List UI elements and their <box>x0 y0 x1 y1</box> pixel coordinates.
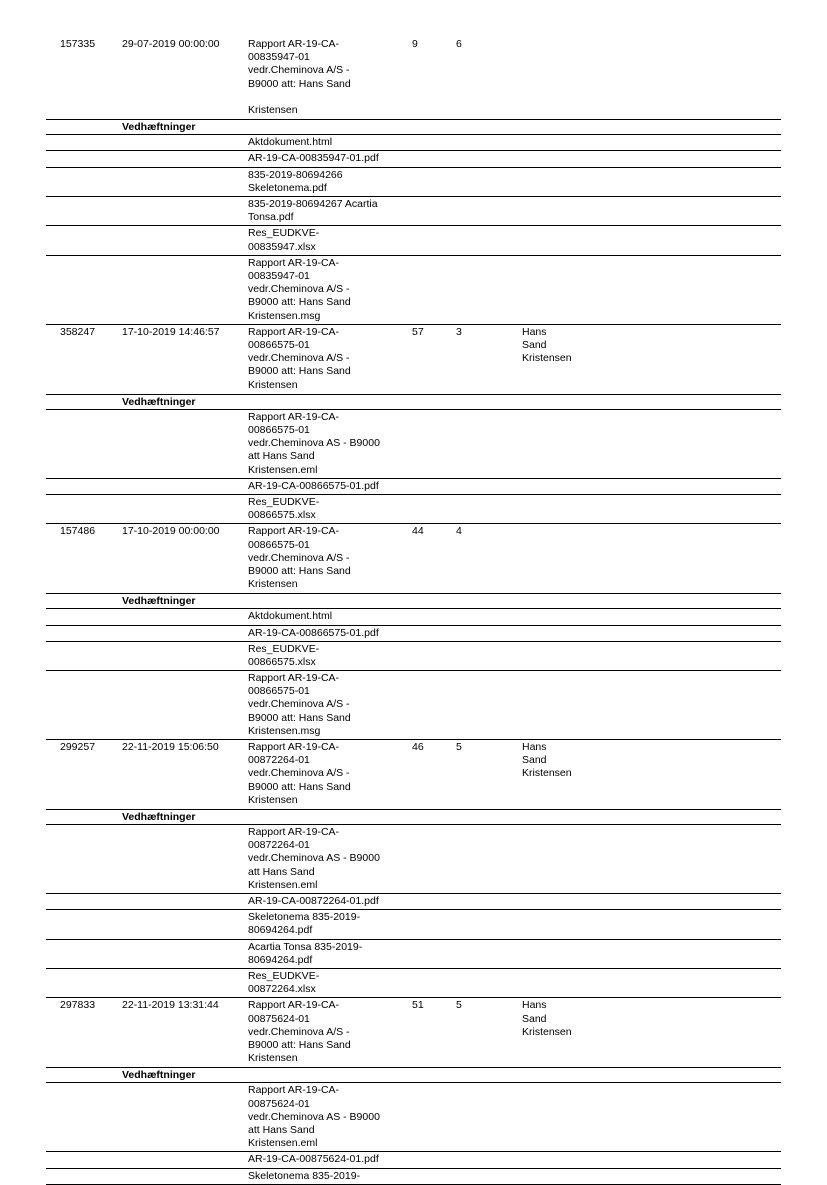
attachment-row <box>46 626 781 642</box>
attachment-row <box>46 1152 781 1168</box>
record-count-1: 9 <box>412 38 418 50</box>
record-count-1: 51 <box>412 999 424 1012</box>
attachment-filename: Acartia Tonsa 835-2019- 80694264.pdf <box>248 940 363 966</box>
record-title: Rapport AR-19-CA- 00875624-01 vedr.Cheminova A/S - B9000 att: Hans Sand Kristensen <box>248 999 351 1065</box>
attachment-filename: 835-2019-80694266 Skeletonema.pdf <box>248 168 343 194</box>
attachment-filename: Res_EUDKVE- 00866575.xlsx <box>248 495 320 522</box>
record-count-1: 57 <box>412 325 424 338</box>
record-main-row <box>0 998 827 1067</box>
record <box>0 998 827 1184</box>
attachment-row <box>46 135 781 151</box>
record-main-row <box>0 37 827 119</box>
record <box>0 37 827 325</box>
record-main-row <box>0 524 827 593</box>
record-count-1: 46 <box>412 741 424 754</box>
attachment-row <box>46 910 781 939</box>
attachment-row <box>46 940 781 969</box>
attachment-row <box>46 671 781 740</box>
attachments-label: Vedhæftninger <box>122 395 196 408</box>
attachment-filename: Res_EUDKVE- 00835947.xlsx <box>248 227 320 253</box>
attachment-filename: Rapport AR-19-CA- 00872264-01 vedr.Cheminova AS - B9000 att Hans Sand Kristensen.eml <box>248 826 380 891</box>
attachment-row <box>46 894 781 910</box>
record-title: Rapport AR-19-CA- 00835947-01 vedr.Cheminova A/S - B9000 att: Hans Sand Kristensen <box>248 38 351 117</box>
attachments-header <box>46 1067 781 1083</box>
record-id: 358247 <box>60 325 96 338</box>
attachment-filename: AR-19-CA-00872264-01.pdf <box>248 895 379 908</box>
record-count-2: 5 <box>456 999 462 1012</box>
record-date: 29-07-2019 00:00:00 <box>122 38 220 50</box>
attachment-filename: Aktdokument.html <box>248 610 333 623</box>
record-id: 157335 <box>60 38 96 50</box>
attachment-row <box>46 168 781 197</box>
attachments-label: Vedhæftninger <box>122 1069 196 1082</box>
attachment-row <box>46 226 781 255</box>
attachment-filename: AR-19-CA-00835947-01.pdf <box>248 152 379 165</box>
attachments-label: Vedhæftninger <box>122 811 196 824</box>
attachment-row <box>46 410 781 479</box>
attachment-filename: AR-19-CA-00866575-01.pdf <box>248 626 379 639</box>
attachments-label: Vedhæftninger <box>122 595 196 608</box>
attachment-filename: Rapport AR-19-CA- 00866575-01 vedr.Cheminova AS - B9000 att Hans Sand Kristensen.eml <box>248 410 380 476</box>
attachment-row <box>46 825 781 894</box>
record-count-2: 3 <box>456 325 462 338</box>
record-person: Hans Sand Kristensen <box>522 325 572 365</box>
attachment-row <box>46 479 781 495</box>
attachment-filename: Res_EUDKVE- 00866575.xlsx <box>248 642 320 668</box>
record-date: 17-10-2019 14:46:57 <box>122 325 220 338</box>
attachment-filename: Aktdokument.html <box>248 136 333 149</box>
record-person: Hans Sand Kristensen <box>522 999 572 1038</box>
attachment-filename: Rapport AR-19-CA- 00875624-01 vedr.Cheminova AS - B9000 att Hans Sand Kristensen.eml <box>248 1084 380 1150</box>
attachment-row <box>46 642 781 671</box>
attachment-row <box>46 609 781 625</box>
attachment-row <box>46 197 781 226</box>
attachment-filename: Rapport AR-19-CA- 00835947-01 vedr.Cheminova A/S - B9000 att: Hans Sand Kristensen.msg <box>248 256 351 322</box>
attachments-label: Vedhæftninger <box>122 121 196 134</box>
record-count-2: 4 <box>456 525 462 538</box>
attachment-filename: 835-2019-80694267 Acartia Tonsa.pdf <box>248 197 378 224</box>
attachment-filename: Rapport AR-19-CA- 00866575-01 vedr.Cheminova A/S - B9000 att: Hans Sand Kristensen.msg <box>248 672 351 737</box>
attachment-row <box>46 495 781 524</box>
record-title: Rapport AR-19-CA- 00872264-01 vedr.Cheminova A/S - B9000 att: Hans Sand Kristensen <box>248 741 351 806</box>
record-id: 297833 <box>60 999 96 1012</box>
attachment-row <box>46 1169 781 1185</box>
record <box>0 740 827 998</box>
attachment-row <box>46 256 781 325</box>
record-date: 17-10-2019 00:00:00 <box>122 525 220 538</box>
attachments-header <box>46 394 781 410</box>
attachment-filename: AR-19-CA-00866575-01.pdf <box>248 479 379 492</box>
record <box>0 524 827 740</box>
attachments-header <box>46 809 781 825</box>
record-title: Rapport AR-19-CA- 00866575-01 vedr.Cheminova A/S - B9000 att: Hans Sand Kristensen <box>248 325 351 391</box>
record-id: 299257 <box>60 741 96 754</box>
attachment-filename: Res_EUDKVE- 00872264.xlsx <box>248 970 320 996</box>
record-id: 157486 <box>60 525 96 538</box>
attachments-header <box>46 119 781 135</box>
attachments-header <box>46 593 781 609</box>
record <box>0 325 827 525</box>
attachment-filename: Skeletonema 835-2019- 80694264.pdf <box>248 911 361 937</box>
attachment-row <box>46 1083 781 1152</box>
record-count-2: 5 <box>456 741 462 754</box>
record-main-row <box>0 325 827 394</box>
record-date: 22-11-2019 13:31:44 <box>122 999 219 1012</box>
attachment-filename: AR-19-CA-00875624-01.pdf <box>248 1153 379 1166</box>
record-title: Rapport AR-19-CA- 00866575-01 vedr.Cheminova A/S - B9000 att: Hans Sand Kristensen <box>248 525 351 591</box>
attachment-row <box>46 969 781 998</box>
attachment-filename: Skeletonema 835-2019- <box>248 1169 361 1182</box>
record-count-2: 6 <box>456 38 462 50</box>
attachment-row <box>46 151 781 167</box>
record-person: Hans Sand Kristensen <box>522 741 572 780</box>
record-date: 22-11-2019 15:06:50 <box>122 741 219 754</box>
document-table <box>0 37 827 1185</box>
record-count-1: 44 <box>412 525 424 538</box>
record-main-row <box>0 740 827 809</box>
